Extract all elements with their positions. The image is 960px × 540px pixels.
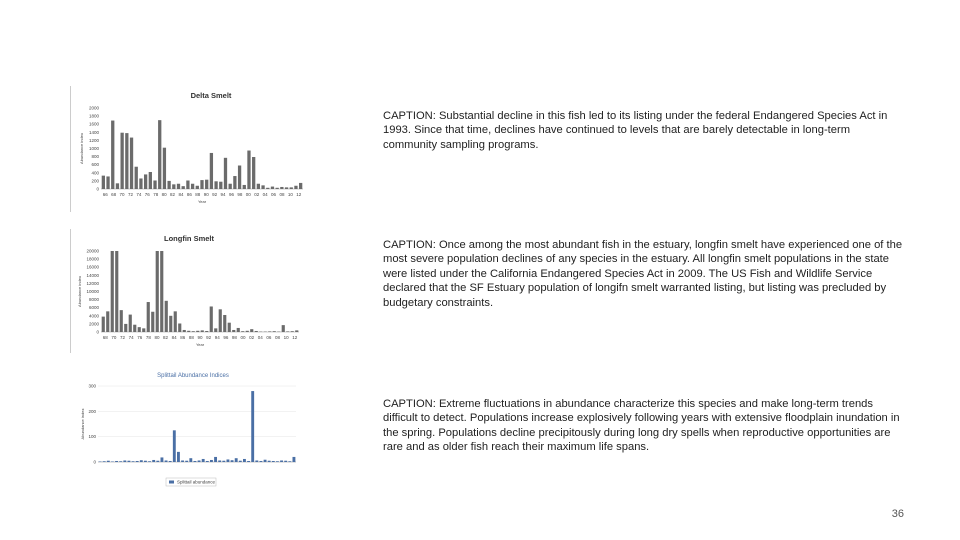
bar (130, 138, 133, 189)
y-tick-label: 1200 (88, 137, 99, 143)
bar (251, 391, 254, 462)
y-tick-label: 1600 (88, 121, 99, 127)
bar (102, 317, 105, 332)
bar (255, 460, 258, 462)
bar (288, 461, 291, 462)
y-tick-label: 18000 (86, 256, 99, 262)
bar (173, 430, 176, 462)
bar (243, 185, 246, 189)
x-tick-label: 90 (203, 192, 209, 197)
bar (127, 461, 130, 462)
bar (295, 330, 298, 332)
bar (200, 180, 203, 189)
bar (241, 331, 244, 332)
x-tick-label: 68 (102, 335, 108, 340)
bar (214, 328, 217, 332)
bar (120, 133, 123, 189)
bar (125, 133, 128, 189)
x-tick-label: 88 (195, 192, 201, 197)
x-tick-label: 10 (283, 335, 289, 340)
x-tick-label: 08 (279, 192, 285, 197)
bar (206, 461, 209, 462)
bar (271, 187, 274, 189)
bar (115, 461, 118, 462)
bar (223, 315, 226, 332)
bar (160, 251, 163, 332)
bar (147, 302, 150, 332)
x-tick-label: 12 (292, 335, 298, 340)
bar (239, 461, 242, 462)
bar (177, 184, 180, 189)
bar (285, 187, 288, 189)
bar (167, 181, 170, 189)
x-tick-label: 98 (237, 192, 243, 197)
bar (107, 461, 110, 462)
bar (280, 460, 283, 462)
bar (187, 331, 190, 332)
bar (218, 460, 221, 462)
bar (181, 460, 184, 462)
bar (189, 458, 192, 462)
y-tick-label: 2000 (88, 321, 99, 327)
x-tick-label: 00 (245, 192, 251, 197)
x-tick-label: 12 (296, 192, 302, 197)
bar (264, 460, 267, 462)
bar (243, 459, 246, 462)
y-tick-label: 14000 (86, 272, 99, 278)
chart-title: Longfin Smelt (164, 234, 214, 243)
bar (261, 185, 264, 189)
bar (178, 323, 181, 332)
y-axis-label: Abundance index (80, 408, 85, 440)
bar (266, 188, 269, 189)
x-tick-label: 86 (186, 192, 192, 197)
caption-longfin-smelt: CAPTION: Once among the most abundant fish in the estuary, longfin smelt have experienced one of the most severe population declines of any species in the estuary. All longfin smelt populations in the state were listed under the California Endangered Species Act in 2009. The US Fish and Wildlife Service declared that the SF Estuary population of longifn smelt warranted listing, but listing was precluded by budgetary constraints. (383, 239, 903, 309)
splittail-chart-svg (78, 366, 308, 494)
chart-title: Splittail Abundance Indices (157, 373, 229, 379)
bar (268, 331, 271, 332)
x-tick-label: 84 (171, 335, 177, 340)
bar (138, 327, 141, 332)
bar (165, 301, 168, 332)
delta-smelt-chart-svg (71, 86, 314, 212)
longfin-smelt-chart-svg (71, 229, 311, 353)
x-tick-label: 06 (266, 335, 272, 340)
x-tick-label: 78 (145, 335, 151, 340)
y-tick-label: 20000 (86, 248, 99, 254)
bar (163, 148, 166, 189)
bar (193, 461, 196, 462)
y-tick-label: 10000 (86, 289, 99, 294)
bar (257, 184, 260, 189)
legend-swatch (169, 481, 174, 484)
bar (106, 176, 109, 189)
delta-smelt-chart (70, 86, 314, 212)
bar (99, 461, 102, 462)
y-tick-label: 600 (91, 162, 99, 168)
bar (129, 315, 132, 332)
bar (116, 183, 119, 189)
bar (120, 310, 123, 332)
x-tick-label: 66 (102, 192, 108, 197)
bar (282, 325, 285, 332)
x-tick-label: 04 (262, 192, 268, 197)
x-tick-label: 06 (271, 192, 277, 197)
y-tick-label: 0 (96, 186, 99, 192)
x-tick-label: 94 (220, 192, 226, 197)
x-tick-label: 02 (249, 335, 255, 340)
bar (299, 183, 302, 189)
bar (115, 251, 118, 332)
y-axis-label: Abundance index (79, 133, 84, 164)
y-tick-label: 6000 (88, 305, 99, 311)
bar (219, 182, 222, 189)
y-tick-label: 200 (91, 178, 99, 184)
bar (185, 461, 188, 462)
bar (210, 460, 213, 462)
x-tick-label: 74 (136, 192, 142, 197)
bar (286, 331, 289, 332)
bar (210, 306, 213, 332)
y-tick-label: 2000 (88, 105, 99, 111)
bar (247, 461, 250, 462)
x-tick-label: 70 (111, 335, 117, 340)
y-tick-label: 1400 (88, 129, 99, 135)
bar (132, 461, 135, 462)
bar (247, 151, 250, 189)
bar (276, 188, 279, 189)
bar (250, 329, 253, 332)
bar (201, 330, 204, 332)
bar (291, 331, 294, 332)
bar (111, 121, 114, 189)
bar (202, 459, 205, 462)
x-tick-label: 04 (257, 335, 263, 340)
bar (231, 460, 234, 462)
y-tick-label: 4000 (88, 313, 99, 319)
x-tick-label: 94 (214, 335, 220, 340)
bar (290, 187, 293, 189)
y-tick-label: 400 (91, 170, 99, 176)
bar (169, 461, 172, 462)
bar (198, 460, 201, 462)
bar (196, 331, 199, 332)
bar (268, 461, 271, 462)
bar (153, 180, 156, 189)
bar (238, 166, 241, 189)
bar (177, 452, 180, 462)
splittail-chart (78, 366, 308, 494)
x-tick-label: 78 (153, 192, 159, 197)
bar (210, 153, 213, 189)
bar (158, 120, 161, 189)
bar (124, 324, 127, 332)
bar (172, 184, 175, 189)
x-tick-label: 10 (287, 192, 293, 197)
x-tick-label: 70 (119, 192, 125, 197)
bar (284, 461, 287, 462)
caption-splittail: CAPTION: Extreme fluctuations in abundance characterize this species and make long-term trends difficult to detect. Populations increase explosively following years with extensive floodplain inundation in the spring. Populations decline precipitously during long dry spells when reproductive opportunities are rare and as older fish reach their maximum life spans. (383, 398, 900, 454)
bar (205, 180, 208, 189)
bar (102, 176, 105, 189)
y-tick-label: 0 (93, 459, 96, 465)
y-tick-label: 8000 (88, 297, 99, 303)
bar (294, 186, 297, 189)
bar (292, 457, 295, 462)
bar (152, 460, 155, 462)
page-number: 36 (891, 508, 904, 520)
chart-title: Delta Smelt (190, 91, 232, 100)
bar (156, 251, 159, 332)
bar (229, 184, 232, 189)
bar (237, 328, 240, 332)
bar (232, 330, 235, 332)
x-tick-label: 92 (206, 335, 212, 340)
bar (111, 251, 114, 332)
bar (214, 181, 217, 189)
x-axis-label: Year (195, 342, 205, 347)
x-tick-label: 84 (178, 192, 184, 197)
bar (119, 461, 122, 462)
bar (272, 461, 275, 462)
x-tick-label: 82 (163, 335, 169, 340)
bar (174, 311, 177, 332)
bar (219, 309, 222, 332)
y-tick-label: 100 (88, 434, 96, 440)
bar (139, 178, 142, 189)
y-tick-label: 0 (96, 329, 99, 335)
bar (222, 461, 225, 462)
bar (191, 184, 194, 189)
bar (280, 187, 283, 189)
x-tick-label: 76 (144, 192, 150, 197)
bar (142, 328, 145, 332)
bar (169, 316, 172, 332)
x-tick-label: 90 (197, 335, 203, 340)
bar (183, 330, 186, 332)
x-tick-label: 92 (212, 192, 218, 197)
bar (156, 461, 159, 462)
bar (259, 461, 262, 462)
x-tick-label: 08 (274, 335, 280, 340)
bar (276, 461, 279, 462)
bar (165, 460, 168, 462)
bar (160, 457, 163, 462)
bar (273, 331, 276, 332)
x-tick-label: 00 (240, 335, 246, 340)
x-tick-label: 96 (223, 335, 229, 340)
legend-label: Splittail abundance (177, 479, 216, 485)
x-tick-label: 82 (170, 192, 176, 197)
y-tick-label: 800 (91, 154, 99, 160)
y-tick-label: 12000 (86, 280, 99, 286)
bar (111, 461, 114, 462)
x-tick-label: 80 (154, 335, 160, 340)
bar (196, 186, 199, 189)
chart-legend (166, 478, 216, 486)
bar (182, 186, 185, 189)
bar (235, 458, 238, 462)
y-tick-label: 1000 (88, 146, 99, 151)
bar (103, 461, 106, 462)
bar (136, 461, 139, 462)
x-tick-label: 02 (254, 192, 260, 197)
bar (135, 167, 138, 189)
bar (233, 176, 236, 189)
bar (246, 331, 249, 332)
y-tick-label: 200 (88, 408, 96, 414)
bar (192, 331, 195, 332)
caption-delta-smelt: CAPTION: Substantial decline in this fish led to its listing under the federal Endangered Species Act in 1993. Since that time, declines have continued to levels that are barely detectable in long-term community sampling programs. (383, 110, 888, 151)
y-tick-label: 1800 (88, 113, 99, 119)
y-axis-label: Abundance index (77, 276, 82, 307)
y-tick-label: 300 (88, 383, 96, 389)
bar (186, 180, 189, 189)
x-tick-label: 98 (231, 335, 237, 340)
bar (140, 460, 143, 462)
x-tick-label: 72 (120, 335, 126, 340)
x-tick-label: 72 (127, 192, 133, 197)
x-tick-label: 86 (180, 335, 186, 340)
y-tick-label: 16000 (86, 264, 99, 270)
longfin-smelt-chart (70, 229, 311, 353)
bar (148, 461, 151, 462)
bar (106, 311, 109, 332)
bar (133, 325, 136, 332)
x-tick-label: 80 (161, 192, 167, 197)
x-tick-label: 76 (137, 335, 143, 340)
bar (214, 457, 217, 462)
x-tick-label: 88 (188, 335, 194, 340)
bar (228, 323, 231, 332)
bar (226, 459, 229, 462)
bar (224, 158, 227, 189)
bar (151, 312, 154, 332)
x-tick-label: 74 (128, 335, 134, 340)
bar (144, 174, 147, 189)
bar (123, 460, 126, 462)
bar (252, 157, 255, 189)
x-tick-label: 96 (228, 192, 234, 197)
bar (144, 461, 147, 462)
x-axis-label: Year (197, 199, 207, 204)
bar (205, 331, 208, 332)
bar (255, 331, 258, 332)
bar (149, 172, 152, 189)
x-tick-label: 68 (111, 192, 117, 197)
